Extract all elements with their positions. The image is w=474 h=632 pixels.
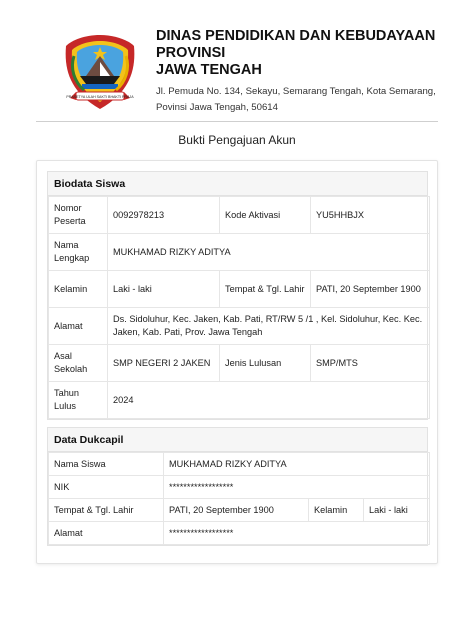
table-row [49, 345, 430, 382]
field-value: PATI, 20 September 1900 [311, 271, 430, 308]
field-value: ****************** [164, 476, 430, 499]
table-row [49, 499, 430, 522]
field-label: Kode Aktivasi [220, 197, 311, 234]
field-label: Nama Lengkap [49, 234, 108, 271]
field-label: Nomor Peserta [49, 197, 108, 234]
field-value: SMP NEGERI 2 JAKEN [108, 345, 220, 382]
org-name-line3: JAWA TENGAH [156, 62, 262, 78]
field-value: SMP/MTS [311, 345, 430, 382]
field-label: NIK [49, 476, 164, 499]
dukcapil-heading: Data Dukcapil [48, 428, 427, 452]
table-row [49, 197, 430, 234]
field-value: 2024 [108, 382, 430, 419]
table-row [49, 234, 430, 271]
field-label: Jenis Lulusan [220, 345, 311, 382]
dukcapil-table [48, 452, 430, 545]
field-value: MUKHAMAD RIZKY ADITYA [164, 453, 430, 476]
field-value: MUKHAMAD RIZKY ADITYA [108, 234, 430, 271]
field-value: ****************** [164, 522, 430, 545]
field-label: Alamat [49, 308, 108, 345]
table-row [49, 522, 430, 545]
table-row [49, 476, 430, 499]
field-label: Kelamin [49, 271, 108, 308]
field-value: 0092978213 [108, 197, 220, 234]
field-label: Tahun Lulus [49, 382, 108, 419]
header-divider [36, 121, 438, 122]
org-address [156, 84, 466, 116]
field-value: Laki - laki [364, 499, 430, 522]
table-row [49, 382, 430, 419]
table-row [49, 271, 430, 308]
table-row [49, 308, 430, 345]
biodata-section [47, 171, 428, 420]
field-label: Tempat & Tgl. Lahir [49, 499, 164, 522]
svg-text:PRASETYA ULAH SAKTI BHAKTI PRA: PRASETYA ULAH SAKTI BHAKTI PRAJA [66, 95, 134, 99]
field-label: Tempat & Tgl. Lahir [220, 271, 311, 308]
address-line2: Povinsi Jawa Tengah, 50614 [156, 102, 278, 113]
field-value: Laki - laki [108, 271, 220, 308]
org-name-line1: DINAS PENDIDIKAN DAN KEBUDAYAAN [156, 28, 436, 44]
logo-motto [66, 95, 134, 99]
field-value: Ds. Sidoluhur, Kec. Jaken, Kab. Pati, RT/RW 5 /1 , Kel. Sidoluhur, Kec. Kec. Jaken, Kab. Pati, Prov. Jawa Tengah [108, 308, 430, 345]
submission-card [36, 160, 438, 564]
table-row [49, 453, 430, 476]
biodata-table [48, 196, 430, 419]
field-label: Asal Sekolah [49, 345, 108, 382]
biodata-heading: Biodata Siswa [48, 172, 427, 196]
jawa-tengah-emblem-icon [60, 32, 140, 112]
field-label: Alamat [49, 522, 164, 545]
field-label: Nama Siswa [49, 453, 164, 476]
letterhead [60, 28, 460, 118]
org-name-line2: PROVINSI [156, 45, 226, 61]
address-line1: Jl. Pemuda No. 134, Sekayu, Semarang Tengah, Kota Semarang, [156, 86, 436, 97]
field-value: PATI, 20 September 1900 [164, 499, 309, 522]
organization-block [156, 28, 466, 116]
document-title: Bukti Pengajuan Akun [178, 133, 296, 147]
field-label: Kelamin [309, 499, 364, 522]
field-value: YU5HHBJX [311, 197, 430, 234]
dukcapil-section [47, 427, 428, 546]
